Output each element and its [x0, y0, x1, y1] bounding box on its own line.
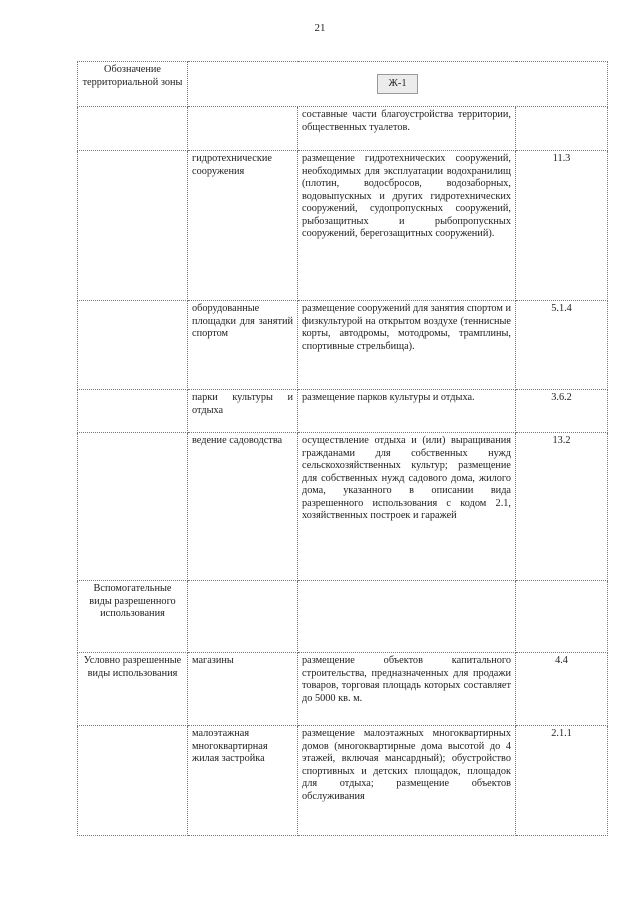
row-group [78, 390, 188, 433]
row-code [516, 581, 608, 653]
row-name: магазины [188, 653, 298, 726]
table-row [78, 151, 608, 301]
zone-header-label: Обозначение территориальной зоны [78, 62, 188, 107]
row-group: Вспомогательные виды разрешенного использования [78, 581, 188, 653]
row-name [188, 107, 298, 151]
row-name: парки культуры и отдыха [188, 390, 298, 433]
row-description [298, 581, 516, 653]
table-row [78, 107, 608, 151]
zone-code: Ж-1 [377, 74, 417, 95]
row-description: составные части благоустройства территории, общественных туалетов. [298, 107, 516, 151]
row-group [78, 433, 188, 581]
zoning-table [77, 61, 608, 836]
row-name [188, 581, 298, 653]
zone-code-cell [188, 62, 608, 107]
row-code: 2.1.1 [516, 726, 608, 836]
row-group [78, 726, 188, 836]
row-description: осуществление отдыха и (или) выращивания гражданами для собственных нужд сельскохозяйственных культур; размещение для собственных нужд садового дома, жилого дома, указанного в описании вида разрешенного использования с кодом 2.1, хозяйственных построек и гаражей [298, 433, 516, 581]
table-row [78, 390, 608, 433]
row-group: Условно разрешенные виды использования [78, 653, 188, 726]
table-header-row [78, 62, 608, 107]
row-description: размещение парков культуры и отдыха. [298, 390, 516, 433]
table-row [78, 301, 608, 390]
row-name: гидротехнические сооружения [188, 151, 298, 301]
row-name: оборудованные площадки для занятий спортом [188, 301, 298, 390]
row-description: размещение сооружений для занятия спортом и физкультурой на открытом воздухе (теннисные корты, автодромы, мотодромы, трамплины, спортивные стрельбища). [298, 301, 516, 390]
row-group [78, 151, 188, 301]
row-code: 3.6.2 [516, 390, 608, 433]
row-description: размещение гидротехнических сооружений, необходимых для эксплуатации водохранилищ (плотин, водосбросов, водозаборных, водовыпускных и других гидротехнических сооружений, судопропускных сооружений, рыбозащитных и рыбопропускных сооружений, берегозащитных сооружений). [298, 151, 516, 301]
table-row [78, 581, 608, 653]
page-number: 21 [314, 22, 326, 34]
row-code: 11.3 [516, 151, 608, 301]
row-group [78, 301, 188, 390]
row-description: размещение малоэтажных многоквартирных домов (многоквартирные дома высотой до 4 этажей, включая мансардный); обустройство спортивных и детских площадок, площадок для отдыха; размещение объектов обслуживания [298, 726, 516, 836]
row-group [78, 107, 188, 151]
table-row [78, 433, 608, 581]
row-code [516, 107, 608, 151]
table-row [78, 653, 608, 726]
row-name: малоэтажная многоквартирная жилая застройка [188, 726, 298, 836]
row-code: 4.4 [516, 653, 608, 726]
row-description: размещение объектов капитального строительства, предназначенных для продажи товаров, торговая площадь которых составляет до 5000 кв. м. [298, 653, 516, 726]
row-code: 13.2 [516, 433, 608, 581]
table-row [78, 726, 608, 836]
row-name: ведение садоводства [188, 433, 298, 581]
row-code: 5.1.4 [516, 301, 608, 390]
